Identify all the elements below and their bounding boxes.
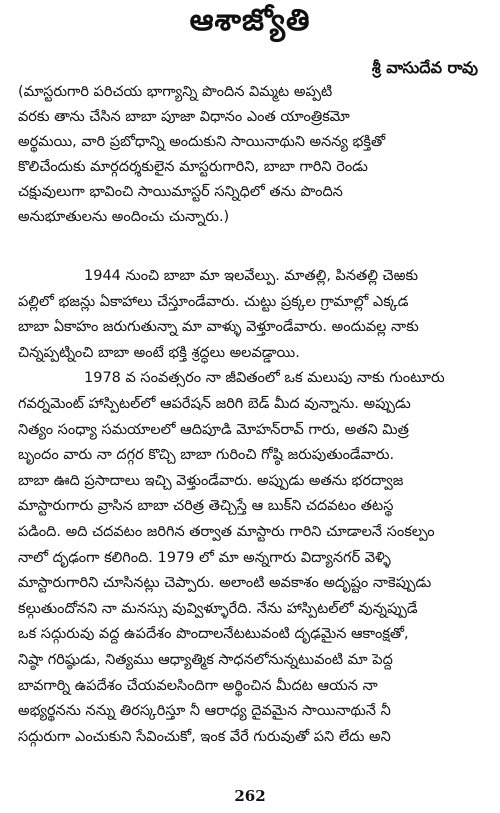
body-line: 1978 వ సంవత్సరం నా జీవితంలో ఒక మలుపు నాకు గుంటూరు xyxy=(84,370,445,387)
page-title: ఆశాజ్యోతి xyxy=(189,3,311,38)
body-line: బాబా ఏకాహం జరుగుతున్నా మా వాళ్ళు వెళ్తూండేవారు. అందువల్ల నాకు xyxy=(18,319,419,336)
body-line: చిన్నప్పట్నించి బాబా అంటే భక్తి శ్రద్ధలు అలవడ్డాయి. xyxy=(18,344,300,361)
body-line: పడింది. అది చదవటం జరిగిన తర్వాత మాస్టారు గారిని చూడాలనే సంకల్పం xyxy=(18,523,435,540)
intro-line: చక్షువులుగా భావించి సాయిమాస్టర్ సన్నిధిలో తను పొందిన xyxy=(18,184,343,200)
body-line: సద్గురుగా ఎంచుకుని సేవించుకో, ఇంక వేరే గురువుతో పని లేదు అని xyxy=(18,728,391,745)
body-line: పల్లిలో భజన్లు ఏకాహాలు చేస్తూండేవారు. చుట్టు ప్రక్కల గ్రామాల్లో ఎక్కడ xyxy=(18,293,409,310)
body-line: అభ్యర్థనను నన్ను తిరస్కరిస్తూ నీ ఆరాధ్య దైవమైన సాయినాథునే నీ xyxy=(18,703,391,720)
body-line: నిత్యం సంధ్యా సమయాలలో ఆదిపూడి మోహన్‌రావ్ గారు, అతని మిత్ర xyxy=(18,421,409,438)
body-line: నిష్ఠా గరిష్ఠుడు, నిత్యము ఆధ్యాత్మిక సాధనలోనున్నటువంటి మా పెద్ద xyxy=(18,651,393,668)
body-line: నాలో దృఢంగా కలిగింది. 1979 లో మా అన్నగారు విద్యానగర్ వెళ్ళి xyxy=(18,549,391,566)
intro-line: వరకు తాను చేసిన బాబా పూజా విధానం ఎంత యాంత్రికమో xyxy=(18,109,350,125)
body-line: మాస్టారుగారు వ్రాసిన బాబా చరిత్ర తెచ్చిస్తే ఆ బుక్‌ని చదవటం తటస్థ xyxy=(18,498,394,515)
body-line: 1944 నుంచి బాబా మా ఇలవేల్పు. మాతల్లి, పినతల్లి చెఱకు xyxy=(84,268,419,284)
body-line: ఒక సద్గురువు వద్ద ఉపదేశం పొందాలనేటటువంటి దృఢమైన ఆకాంక్షతో, xyxy=(18,626,409,643)
body-line: బాబా ఊది ప్రసాదాలు ఇచ్చి వెళ్తుండేవారు. అప్పుడు అతను భరద్వాజ xyxy=(18,472,404,489)
intro-line: అర్థమయి, వారి ప్రబోధాన్ని అందుకుని సాయినాథుని అనన్య భక్తితో xyxy=(18,134,386,150)
body-line: బావగార్ని ఉపదేశం చేయవలసిందిగా అర్థించిన మీదట ఆయన నా xyxy=(18,677,378,694)
intro-line: అనుభూతులను అందించు చున్నారు.) xyxy=(18,209,230,225)
intro-line: కొలిచేందుకు మార్గదర్శకులైన మాస్టరుగారిని, బాబా గారిని రెండు xyxy=(18,159,368,175)
author-name: శ్రీ వాసుదేవ రావు xyxy=(371,58,478,77)
body-line: కల్గుతుందోనని నా మనస్సు వువ్విళ్ళూరేది. నేను హాస్పిటల్‌లో వున్నప్పుడే xyxy=(18,600,418,617)
page-number: 262 xyxy=(234,787,266,805)
intro-paragraph xyxy=(18,80,484,230)
intro-line: (మాస్టరుగారి పరిచయ భాగ్యాన్ని పొందిన విమ్మట అప్పటి xyxy=(18,84,333,100)
body-line: మాస్టారుగారిని చూసినట్లు చెప్పారు. అలాంటి అవకాశం అదృష్టం నాకెప్పుడు xyxy=(18,575,432,592)
body-text xyxy=(18,264,484,750)
body-line: బృందం వారు నా దగ్గర కొచ్చి బాబా గురించి గోష్ఠి జరుపుతుండేవారు. xyxy=(18,447,395,464)
body-line: గవర్నమెంట్ హాస్పిటల్‌లో ఆపరేషన్ జరిగి బెడ్ మీద వున్నాను. అప్పుడు xyxy=(18,395,411,412)
